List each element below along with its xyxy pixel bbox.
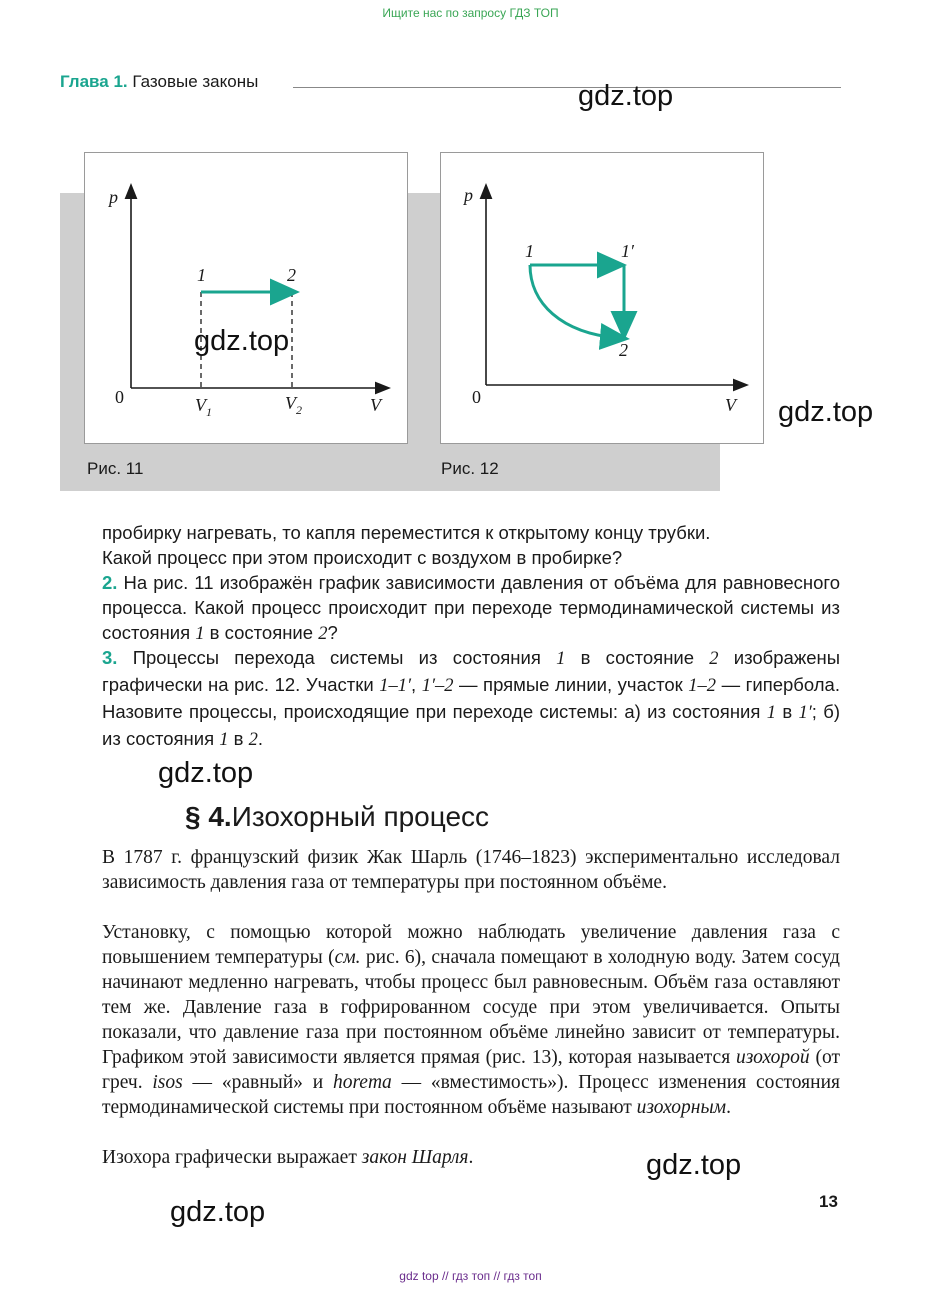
figure-12-graph	[441, 153, 763, 443]
p2-text-e: — «вместимость»). Процесс изменения состояния термодинамической системы при постоянном объёме называют	[102, 1072, 840, 1118]
tick-label-v2: $V_2$	[285, 393, 302, 417]
q3-text-j: .	[257, 728, 263, 749]
q3-text-b: в состояние	[565, 647, 710, 668]
body-paragraph-1: В 1787 г. французский физик Жак Шарль (1746–1823) экспериментально исследовал зависимость давления газа от температуры при постоянном объёме.	[102, 847, 840, 893]
p2-text-d: — «равный» и	[182, 1072, 333, 1093]
q3-state: 2	[709, 649, 719, 669]
q3-text-a: Процессы перехода системы из состояния	[132, 647, 557, 668]
point-label-1: 1	[525, 241, 534, 261]
figure-11-caption: Рис. 11	[87, 459, 144, 478]
axis-label-v: V	[370, 395, 381, 415]
origin-label: 0	[472, 387, 481, 407]
bottom-banner: gdz top // гдз топ // гдз топ	[399, 1269, 542, 1283]
top-banner: Ищите нас по запросу ГДЗ ТОП	[382, 6, 559, 20]
q3-text-h: ; б) из состояния	[102, 701, 841, 749]
section-number: § 4.	[185, 801, 232, 832]
q3-text-f: — гипербола. Назовите процессы, происходящие при переходе системы: а) из состояния	[102, 674, 840, 722]
term-charles-law: закон Шарля	[361, 1147, 469, 1168]
p2-text-c: (от греч.	[102, 1047, 840, 1093]
figure-12-panel	[440, 152, 764, 444]
term-isos: isos	[152, 1072, 183, 1093]
q3-state: 1	[766, 703, 776, 723]
q2-state-1: 1	[195, 624, 205, 644]
q2-text-a: На рис. 11 изображён график зависимости давления от объёма для равновесного процесса. Какой процесс происходит при переходе термодинамической системы из состояния	[102, 572, 841, 643]
axis-label-p: p	[109, 187, 118, 207]
q3-state: 2	[248, 730, 258, 750]
header-rule	[293, 87, 841, 88]
question-number: 2.	[102, 572, 118, 593]
axis-label-p: p	[464, 185, 473, 205]
section-heading	[185, 801, 489, 833]
q3-segment: 1′–2	[421, 676, 454, 696]
point-label-2: 2	[619, 340, 628, 360]
figure-12-caption: Рис. 12	[441, 459, 499, 478]
tick-label-v1: $V_1$	[195, 395, 212, 419]
term-isochoric: изохорным	[636, 1097, 727, 1118]
question-2	[102, 570, 840, 647]
q3-state: 1′	[798, 703, 812, 723]
watermark: gdz.top	[578, 80, 674, 112]
section-title: Изохорный процесс	[231, 801, 490, 832]
q1-line-1: пробирку нагревать, то капля переместится к открытому концу трубки.	[102, 522, 711, 543]
watermark: gdz.top	[778, 396, 874, 428]
point-label-1: 1	[197, 265, 206, 285]
page-number: 13	[819, 1192, 838, 1211]
question-3	[102, 645, 840, 753]
q2-state-2: 2	[318, 624, 328, 644]
q3-segment: 1–1′	[379, 676, 412, 696]
question-number: 3.	[102, 647, 118, 668]
figure-11-graph	[85, 153, 407, 443]
p2-sm: см.	[334, 947, 361, 968]
question-1-continuation	[102, 520, 840, 570]
term-horema: horema	[332, 1072, 392, 1093]
figure-11-panel	[84, 152, 408, 444]
q2-text-b: в состояние	[204, 622, 319, 643]
q3-state: 1	[556, 649, 566, 669]
p3-text-a: Изохора графически выражает	[102, 1147, 362, 1168]
p2-text-f: .	[726, 1097, 732, 1118]
axis-label-v: V	[725, 395, 736, 415]
q3-text-e: — прямые линии, участок	[453, 674, 689, 695]
p2-text-b: рис. 6), сначала помещают в холодную воду. Затем сосуд начинают медленно нагревать, чтобы процесс был равновесным. Объём газа оставляют тем же. Давление газа в гофрированном сосуде при этом увеличивается. Опыты показали, что давление газа при постоянном объёме линейно зависит от температуры. Графиком этой зависимости является прямая (рис. 13), которая называется	[102, 947, 840, 1068]
q3-segment: 1–2	[688, 676, 717, 696]
q2-text-c: ?	[327, 622, 338, 643]
q3-state: 1	[219, 730, 229, 750]
watermark: gdz.top	[170, 1196, 266, 1228]
point-label-2: 2	[287, 265, 296, 285]
process-curve-1-2	[530, 265, 618, 338]
q3-text-c: изображены графически на рис. 12. Участки	[102, 647, 841, 695]
q1-line-2: Какой процесс при этом происходит с воздухом в пробирке?	[102, 547, 623, 568]
q3-text-d: ,	[411, 674, 422, 695]
point-label-1p: 1′	[621, 241, 634, 261]
q3-text-i: в	[228, 728, 249, 749]
q3-text-g: в	[775, 701, 799, 722]
watermark: gdz.top	[158, 757, 254, 789]
chapter-label: Глава 1.	[60, 72, 128, 91]
watermark: gdz.top	[194, 325, 290, 357]
watermark: gdz.top	[646, 1149, 742, 1181]
body-paragraph-2	[102, 920, 840, 1120]
p2-text-a: Установку, с помощью которой можно наблюдать увеличение давления газа с повышением температуры (	[102, 922, 840, 968]
term-isochore: изохорой	[736, 1047, 810, 1068]
origin-label: 0	[115, 387, 124, 407]
p3-text-b: .	[468, 1147, 474, 1168]
chapter-title: Газовые законы	[132, 72, 259, 91]
chapter-header	[60, 72, 258, 92]
